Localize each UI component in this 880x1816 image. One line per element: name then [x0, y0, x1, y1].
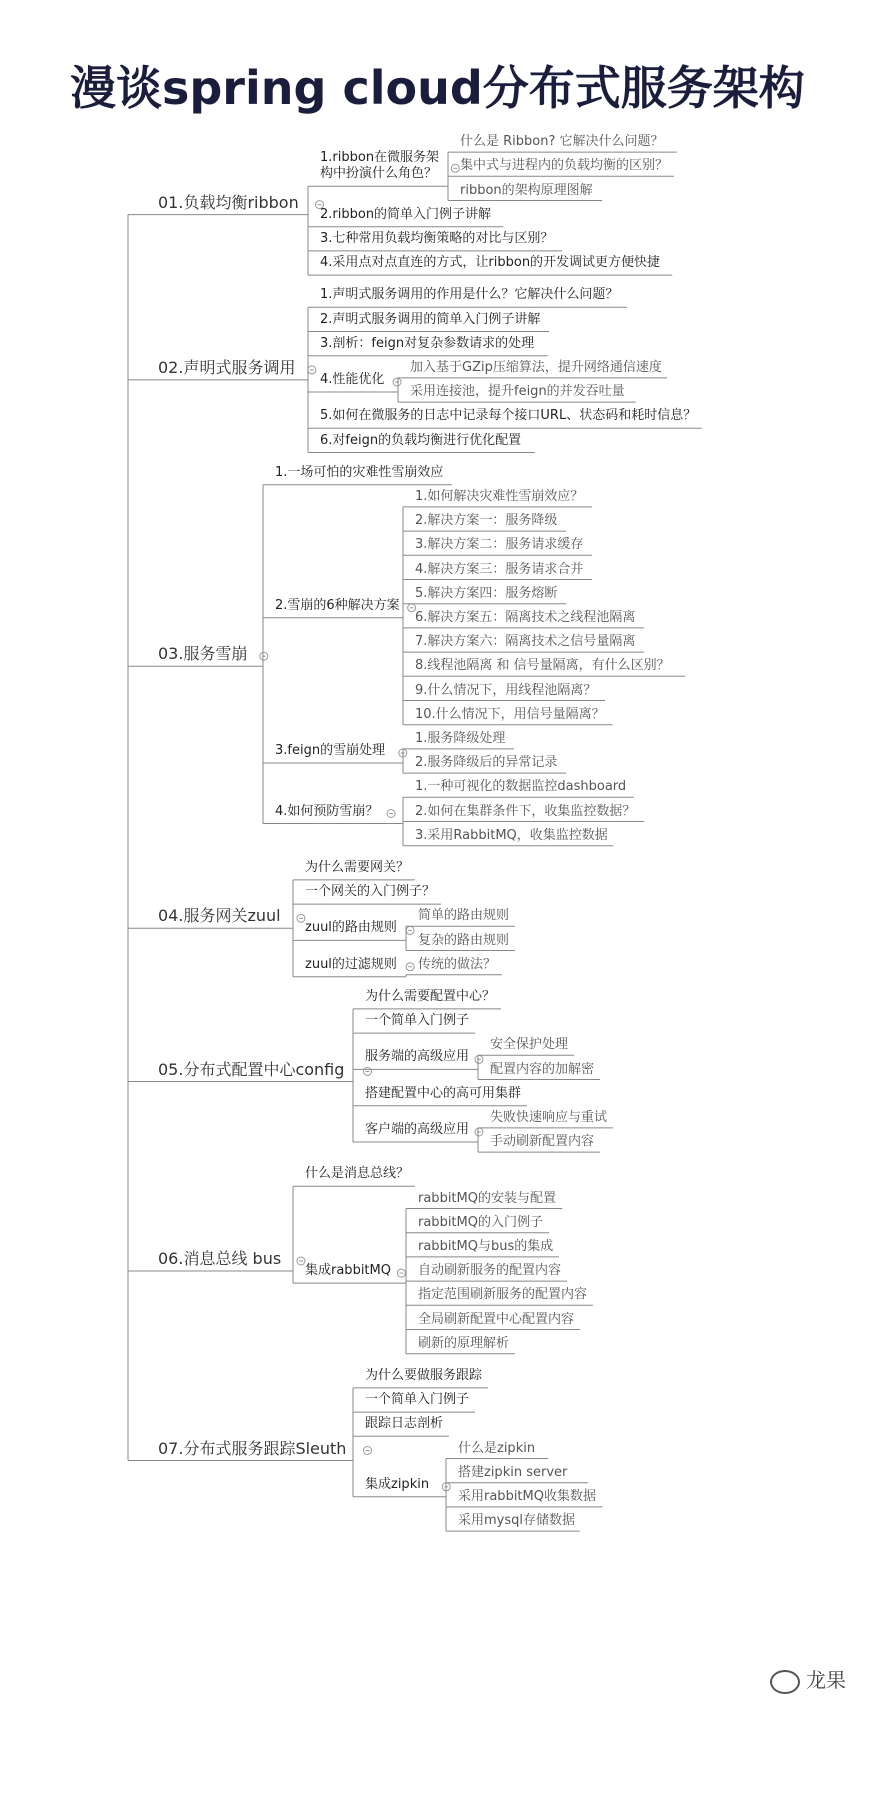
topic-item[interactable]: 3.feign的雪崩处理	[275, 743, 386, 758]
subtopic-item[interactable]: 5.解决方案四：服务熔断	[415, 585, 558, 601]
subtopic-item[interactable]: 2.如何在集群条件下，收集监控数据？	[415, 803, 636, 819]
subtopic-item[interactable]: 1.服务降级处理	[415, 730, 506, 746]
subtopic-item[interactable]: 2.解决方案一：服务降级	[415, 513, 558, 529]
subtopic-item[interactable]: 复杂的路由规则	[418, 932, 510, 948]
branch-1[interactable]: 01.负载均衡ribbon	[158, 192, 299, 212]
topic-item[interactable]: 一个网关的入门例子？	[305, 884, 436, 900]
subtopic-item[interactable]: 集中式与进程内的负载均衡的区别？	[460, 158, 669, 174]
branch-6[interactable]: 06.消息总线 bus	[158, 1249, 282, 1268]
subtopic-item[interactable]: 配置内容的加解密	[490, 1061, 595, 1077]
topic-item[interactable]: 2.ribbon的简单入门例子讲解	[320, 206, 492, 222]
topic-item[interactable]: 搭建配置中心的高可用集群	[365, 1085, 522, 1101]
topic-item[interactable]: 什么是消息总线？	[305, 1166, 410, 1182]
topic-item[interactable]: 为什么要做服务跟踪	[365, 1367, 483, 1383]
subtopic-item[interactable]: 刷新的原理解析	[418, 1335, 510, 1351]
topic-item[interactable]: 1.声明式服务调用的作用是什么？它解决什么问题？	[320, 287, 619, 303]
wechat-icon	[770, 1670, 800, 1694]
topic-item[interactable]: zuul的路由规则	[305, 920, 397, 936]
subtopic-item[interactable]: 8.线程池隔离 和 信号量隔离，有什么区别？	[415, 658, 670, 674]
page-title: 漫谈spring cloud分布式服务架构	[70, 61, 805, 115]
topic-item[interactable]: 4.采用点对点直连的方式，让ribbon的开发调试更方便快捷	[320, 255, 661, 271]
subtopic-item[interactable]: rabbitMQ与bus的集成	[418, 1238, 554, 1254]
subtopic-item[interactable]: 6.解决方案五：隔离技术之线程池隔离	[415, 609, 636, 625]
branch-5[interactable]: 05.分布式配置中心config	[158, 1059, 345, 1079]
subtopic-item[interactable]: 3.解决方案二：服务请求缓存	[415, 537, 584, 553]
subtopic-item[interactable]: 加入基于GZip压缩算法，提升网络通信速度	[410, 359, 662, 375]
topic-item[interactable]: zuul的过滤规则	[305, 956, 397, 972]
topic-item[interactable]: 1.ribbon在微服务架 构中扮演什么角色？	[320, 150, 440, 182]
subtopic-item[interactable]: 9.什么情况下，用线程池隔离？	[415, 682, 597, 698]
subtopic-item[interactable]: 手动刷新配置内容	[490, 1134, 595, 1150]
subtopic-item[interactable]: 3.采用RabbitMQ，收集监控数据	[415, 827, 608, 843]
topic-item[interactable]: 4.性能优化	[320, 372, 385, 387]
topic-item[interactable]: 2.雪崩的6种解决方案	[275, 597, 400, 613]
topic-item[interactable]: 集成rabbitMQ	[305, 1263, 391, 1279]
subtopic-item[interactable]: 10.什么情况下，用信号量隔离？	[415, 706, 605, 722]
subtopic-item[interactable]: 自动刷新服务的配置内容	[418, 1263, 562, 1279]
branch-2[interactable]: 02.声明式服务调用	[158, 357, 296, 377]
subtopic-item[interactable]: rabbitMQ的安装与配置	[418, 1190, 556, 1206]
topic-item[interactable]: 3.七种常用负载均衡策略的对比与区别？	[320, 230, 554, 246]
topic-item[interactable]: 服务端的高级应用	[365, 1049, 470, 1065]
subtopic-item[interactable]: 什么是 Ribbon? 它解决什么问题？	[460, 134, 664, 150]
subtopic-item[interactable]: 失败快速响应与重试	[490, 1109, 608, 1125]
subtopic-item[interactable]: 搭建zipkin server	[458, 1464, 568, 1480]
topic-item[interactable]: 2.声明式服务调用的简单入门例子讲解	[320, 311, 541, 327]
branch-4[interactable]: 04.服务网关zuul	[158, 906, 281, 926]
subtopic-item[interactable]: 4.解决方案三：服务请求合并	[415, 561, 584, 577]
subtopic-item[interactable]: 安全保护处理	[490, 1037, 569, 1053]
topic-item[interactable]: 3.剖析：feign对复杂参数请求的处理	[320, 335, 535, 351]
subtopic-item[interactable]: 采用rabbitMQ收集数据	[458, 1488, 596, 1504]
topic-item[interactable]: 跟踪日志剖析	[365, 1416, 444, 1432]
subtopic-item[interactable]: 传统的做法？	[418, 956, 497, 972]
subtopic-item[interactable]: 7.解决方案六：隔离技术之信号量隔离	[415, 634, 636, 650]
subtopic-item[interactable]: 全局刷新配置中心配置内容	[418, 1311, 575, 1327]
topic-item[interactable]: 一个简单入门例子	[365, 1392, 470, 1408]
topic-item[interactable]: 4.如何预防雪崩？	[275, 803, 379, 819]
subtopic-item[interactable]: rabbitMQ的入门例子	[418, 1214, 543, 1230]
subtopic-item[interactable]: 采用mysql存储数据	[458, 1513, 575, 1529]
topic-item[interactable]: 5.如何在微服务的日志中记录每个接口URL、状态码和耗时信息？	[320, 408, 697, 424]
watermark-text: 龙果	[806, 1668, 846, 1692]
topic-item[interactable]: 集成zipkin	[365, 1476, 430, 1492]
branch-3[interactable]: 03.服务雪崩	[158, 644, 248, 664]
topic-item[interactable]: 为什么需要网关？	[305, 859, 410, 875]
topic-item[interactable]: 一个简单入门例子	[365, 1013, 470, 1029]
subtopic-item[interactable]: 什么是zipkin	[458, 1440, 536, 1456]
watermark	[770, 1664, 846, 1694]
subtopic-item[interactable]: 2.服务降级后的异常记录	[415, 755, 558, 771]
topic-item[interactable]: 为什么需要配置中心？	[365, 988, 496, 1004]
topic-item[interactable]: 1.一场可怕的灾难性雪崩效应	[275, 464, 444, 480]
subtopic-item[interactable]: 简单的路由规则	[418, 908, 510, 924]
subtopic-item[interactable]: ribbon的架构原理图解	[460, 182, 593, 198]
subtopic-item[interactable]: 1.一种可视化的数据监控dashboard	[415, 779, 627, 795]
subtopic-item[interactable]: 指定范围刷新服务的配置内容	[418, 1287, 588, 1303]
subtopic-item[interactable]: 1.如何解决灾难性雪崩效应？	[415, 488, 584, 504]
topic-item[interactable]: 客户端的高级应用	[365, 1122, 470, 1137]
topic-item[interactable]: 6.对feign的负载均衡进行优化配置	[320, 432, 522, 448]
subtopic-item[interactable]: 采用连接池，提升feign的并发吞吐量	[410, 384, 625, 400]
branch-7[interactable]: 07.分布式服务跟踪Sleuth	[158, 1438, 347, 1458]
